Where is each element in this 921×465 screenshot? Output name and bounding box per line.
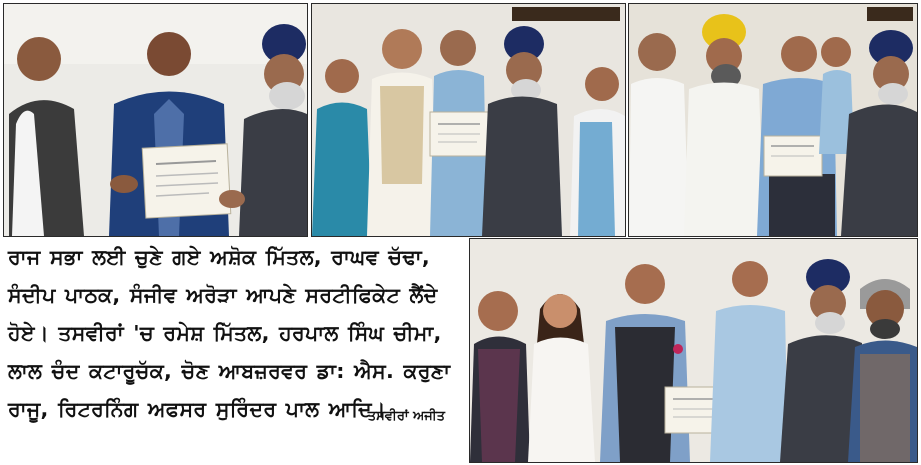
photo-caption [8, 238, 463, 460]
certificate-photo-1 [3, 3, 308, 237]
certificate-photo-3 [628, 3, 918, 237]
caption-text: ਰਾਜ ਸਭਾ ਲਈ ਚੁਣੇ ਗਏ ਅਸ਼ੋਕ ਮਿੱਤਲ, ਰਾਘਵ ਚੱਢਾ, ਸੰਦੀਪ ਪਾਠਕ, ਸੰਜੀਵ ਅਰੋੜਾ ਆਪਣੇ ਸਰਟੀਫਿਕੇਟ ਲੈਂਦੇ ਹੋਏ। ਤਸਵੀਰਾਂ 'ਚ ਰਮੇਸ਼ ਮਿੱਤਲ, ਹਰਪਾਲ ਸਿੰਘ ਚੀਮਾ, ਲਾਲ ਚੰਦ ਕਟਾਰੂਚੱਕ, ਚੋਣ ਆਬਜ਼ਰਵਰ ਡਾ: ਐਸ. ਕਰੁਣਾ ਰਾਜੂ, ਰਿਟਰਨਿੰਗ ਅਫਸਰ ਸੁਰਿੰਦਰ ਪਾਲ ਆਦਿ। [8, 245, 451, 421]
certificate-photo-4 [469, 238, 918, 463]
photo-credit: ਤਸਵੀਰਾਂ ਅਜੀਤ [367, 409, 445, 424]
certificate-photo-2 [311, 3, 626, 237]
